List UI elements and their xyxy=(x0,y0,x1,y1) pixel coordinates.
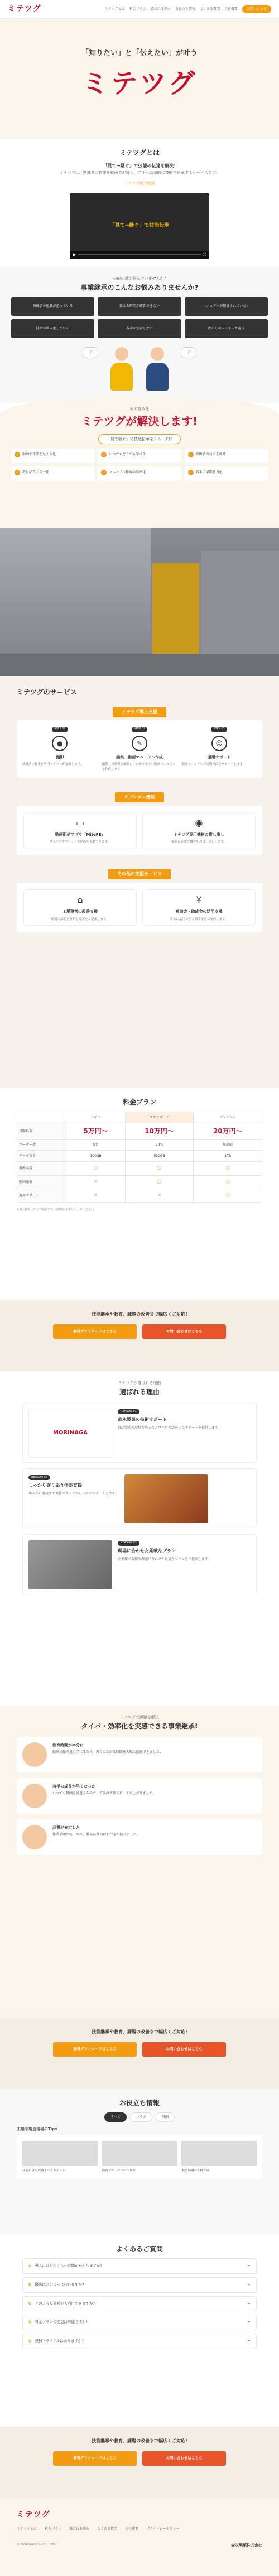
table-header-row xyxy=(17,1112,262,1123)
factory-photo xyxy=(0,528,279,676)
site-header xyxy=(0,0,279,19)
options-card xyxy=(17,806,262,855)
video-caption: 「見て→継ぐ」で技能伝承 xyxy=(109,222,170,228)
service-tag-support: ミテツグ導入支援 xyxy=(113,707,166,717)
worry-item: マニュアルが整備されていない xyxy=(185,297,268,316)
tab-column[interactable]: コラム xyxy=(130,2112,152,2122)
reason-card: MORINAGA REASON 01 森永製菓の技術サポート 食品製造の現場で培ったノウハウを活かしたサポートを提供します。 xyxy=(22,1403,257,1463)
nav-item-about[interactable]: ミテツグとは xyxy=(104,7,125,11)
shutter-door xyxy=(151,562,201,656)
video-controls xyxy=(70,251,209,259)
plus-icon: + xyxy=(247,2320,251,2325)
others-card xyxy=(17,883,262,932)
faq-item[interactable]: Q 無料トライアルはありますか? + xyxy=(22,2334,257,2349)
solve-item: ✓ 教育品質の均一化 xyxy=(11,466,94,481)
contact-button[interactable]: お問い合わせはこちら xyxy=(142,2451,226,2466)
solve-section xyxy=(0,397,279,528)
intro-video[interactable] xyxy=(70,193,209,259)
services-title: ミテツグのサービス xyxy=(17,688,77,696)
cases-kicker: ミテツグで課題を解決 xyxy=(120,1715,159,1720)
solve-grid xyxy=(11,449,268,481)
reason-card: REASON 02 しっかり寄り添う伴走支援 導入から運用まで専任スタッフがしっかりサポートします。 xyxy=(22,1468,257,1528)
service-tag-others: その他の支援サービス xyxy=(108,869,171,879)
info-card[interactable]: 技能伝承を成功させるポイント xyxy=(22,2141,98,2173)
about-lead: 「見て→継ぐ」で技能の伝達を解決! xyxy=(103,163,176,168)
footer-logo[interactable]: ミテツグ xyxy=(17,2510,50,2519)
solve-pill: 「見て継ぐ」で技能伝承をスムーズに xyxy=(98,434,181,445)
info-tabs xyxy=(17,2112,262,2122)
download-button[interactable]: 資料ダウンロードはこちら xyxy=(53,2451,137,2466)
avatar xyxy=(22,1742,47,1767)
cases-title: タイパ・効率化を実感できる事業継承! xyxy=(81,1722,198,1730)
nav-item-faq[interactable]: よくある質問 xyxy=(199,7,220,11)
plan-premium: プレミアム xyxy=(194,1112,262,1123)
faq-item[interactable]: Q 撮影はどのように行いますか? + xyxy=(22,2277,257,2293)
cta-band-3 xyxy=(0,2427,279,2498)
cta-title: 技能継承や教育、課題の改善まで幅広くご対応! xyxy=(92,1312,187,1317)
reasons-title: 選ばれる理由 xyxy=(119,1387,160,1396)
tablet-icon: ▭ xyxy=(75,817,85,828)
worry-item: 技術が属人化している xyxy=(11,319,94,338)
footer-link[interactable]: 会社概要 xyxy=(125,2527,139,2531)
cta-band-2 xyxy=(0,2018,279,2089)
about-title: ミテツグとは xyxy=(119,149,160,157)
site-logo[interactable]: ミテツグ xyxy=(8,4,41,13)
hero xyxy=(0,19,279,139)
avatar xyxy=(22,1825,47,1849)
faq-item[interactable]: Q 導入にはどのくらい時間がかかりますか? + xyxy=(22,2258,257,2274)
edit-icon: ✎ xyxy=(132,736,147,751)
reason-photo xyxy=(28,1540,112,1589)
main-nav xyxy=(105,5,271,13)
footer-link[interactable]: ミテツグとは xyxy=(17,2527,37,2531)
download-button[interactable]: 資料ダウンロードはこちら xyxy=(53,2042,137,2057)
contact-button[interactable]: お問い合わせはこちら xyxy=(142,2042,226,2057)
check-icon: ✓ xyxy=(15,470,20,475)
solve-item: ✓ マニュアル作成の効率化 xyxy=(98,466,181,481)
worry-item: 教え方が人によって違う xyxy=(185,319,268,338)
faq-section xyxy=(0,2235,279,2427)
faq-item[interactable]: Q 料金プランの変更は可能ですか? + xyxy=(22,2315,257,2330)
video-label: ミテツグ紹介動画 xyxy=(124,181,155,186)
table-row: データ容量 100GB 500GB 1TB xyxy=(17,1151,262,1162)
plan-notes: ※表示価格はすべて税抜です。※詳細はお問い合わせください。 xyxy=(17,1207,97,1211)
plan-title: 料金プラン xyxy=(122,1098,156,1106)
plan-table xyxy=(17,1112,262,1203)
solve-item: ✓ いつでもどこでも学べる xyxy=(98,449,181,463)
info-section-label: 工場や製造現場のTips xyxy=(17,2127,57,2131)
cta-title: 技能継承や教育、課題の改善まで幅広くご対応! xyxy=(92,2438,187,2443)
worry-item: 熟練者の退職が迫っている xyxy=(11,297,94,316)
cta-title: 技能継承や教育、課題の改善まで幅広くご対応! xyxy=(92,2029,187,2034)
services-section xyxy=(0,676,279,1088)
plan-section xyxy=(0,1088,279,1300)
avatar xyxy=(22,1784,47,1808)
nav-item-reasons[interactable]: 選ばれる理由 xyxy=(150,7,171,11)
site-footer xyxy=(0,2498,279,2576)
about-body: ミテツグは、熟練者の作業を動画で記録し、若手へ効率的に技能を伝承するサービスです。 xyxy=(59,170,220,175)
tab-case[interactable]: 事例 xyxy=(156,2112,175,2122)
other-item: ¥ 補助金・助成金の活用支援 導入に活用できる補助金をご案内します。 xyxy=(142,889,256,926)
option-item: ◉ ミテツグ専用機材の貸し出し 撮影に必要な機材をお貸し出しします。 xyxy=(142,812,256,849)
plus-icon: + xyxy=(247,2339,251,2343)
worries-kicker: 技能伝承で悩んでいませんか? xyxy=(113,276,166,281)
cases-section xyxy=(0,1706,279,2018)
footer-links xyxy=(17,2526,262,2531)
download-button[interactable]: 資料ダウンロードはこちら xyxy=(53,1324,137,1339)
hero-subtitle: 「知りたい」と「伝えたい」が叶う xyxy=(81,49,198,57)
footer-link[interactable]: 選ばれる理由 xyxy=(69,2527,90,2531)
footer-link[interactable]: プライバシーポリシー xyxy=(146,2527,180,2531)
nav-item-plan[interactable]: 料金プラン xyxy=(129,7,146,11)
table-row: 動画編集 × ○ ○ xyxy=(17,1175,262,1189)
table-row: 撮影支援 ○ ○ ○ xyxy=(17,1162,262,1176)
table-row: 運用サポート × × ○ xyxy=(17,1189,262,1203)
reason-card: REASON 03 現場に合わせた柔軟なプラン 企業様の規模や課題に合わせた最適なプランをご提案します。 xyxy=(22,1534,257,1594)
video-progress[interactable] xyxy=(78,254,201,255)
worries-grid xyxy=(11,297,268,338)
worries-section xyxy=(0,267,279,403)
check-icon: ✓ xyxy=(15,452,20,457)
case-item: 品質が安定した 作業手順が統一され、製品品質のばらつきが減りました。 xyxy=(17,1819,262,1855)
reason-photo xyxy=(124,1474,208,1523)
person-illustration xyxy=(109,347,134,397)
plus-icon: + xyxy=(247,2282,251,2287)
reasons-kicker: ミテツグが選ばれる理由 xyxy=(118,1381,161,1385)
option-item: ▭ 動画配信アプリ「MiteFE」 スマホやタブレットで動画を視聴できます。 xyxy=(23,812,137,849)
worry-item: 教える時間が確保できない xyxy=(98,297,181,316)
question-bubble-icon: ? xyxy=(181,347,196,358)
other-item: ⌂ 工場運営の改善支援 現場の課題を分析し改善をご提案します。 xyxy=(23,889,137,926)
support-icon: ☺ xyxy=(211,736,227,751)
check-icon: ✓ xyxy=(188,452,194,457)
factory-icon: ⌂ xyxy=(77,894,83,905)
faq-item[interactable]: Q どのような業種でも利用できますか? + xyxy=(22,2296,257,2312)
nav-item-info[interactable]: お役立ち情報 xyxy=(175,7,195,11)
table-row: ユーザー数 5名 20名 無制限 xyxy=(17,1140,262,1151)
play-icon[interactable]: ▶ xyxy=(73,252,76,257)
worry-item: 若手が定着しない xyxy=(98,319,181,338)
company-name: 森永製菓株式会社 xyxy=(231,2543,262,2548)
solve-kicker: その悩みを xyxy=(129,407,150,411)
step-item: STEP 01 ● 撮影 熟練者の作業を専門スタッフが撮影します。 xyxy=(22,727,84,766)
check-icon: ✓ xyxy=(101,452,107,457)
equipment-icon: ◉ xyxy=(195,817,203,828)
step-item: STEP 03 ☺ 運用サポート 動画マニュアルの活用方法をサポートします。 xyxy=(181,727,246,766)
solve-item: ✓ 若手の早期戦力化 xyxy=(185,466,268,481)
cta-band-1 xyxy=(0,1300,279,1371)
check-icon: ✓ xyxy=(101,470,107,475)
step-item: STEP 02 ✎ 編集・動画マニュアル作成 撮影した映像を編集し、わかりやすい動画マニュアルを作成します。 xyxy=(102,727,176,771)
worries-title: 事業継承のこんなお悩みありませんか? xyxy=(80,283,199,291)
about-section xyxy=(0,139,279,267)
contact-button[interactable]: お問い合わせはこちら xyxy=(142,1324,226,1339)
faq-title: よくあるご質問 xyxy=(116,2245,163,2253)
solve-item: ✓ 動画で作業を見える化 xyxy=(11,449,94,463)
footer-link[interactable]: 料金プラン xyxy=(45,2527,62,2531)
info-title: お役立ち情報 xyxy=(119,2099,160,2107)
service-tag-options: オプション機能 xyxy=(115,792,163,802)
person-illustration xyxy=(145,347,170,397)
question-bubble-icon: ? xyxy=(83,347,98,358)
check-icon: ✓ xyxy=(188,470,194,475)
worries-illustration xyxy=(11,347,268,397)
case-item: 若手の成長が早くなった いつでも動画を見返せるので、若手の習熟スピードが上がりました。 xyxy=(17,1778,262,1814)
reasons-section xyxy=(0,1371,279,1706)
camera-icon: ● xyxy=(52,736,68,751)
money-icon: ¥ xyxy=(196,894,202,905)
morinaga-logo: MORINAGA xyxy=(28,1409,112,1458)
fullscreen-icon[interactable]: ⛶ xyxy=(203,252,206,257)
plus-icon: + xyxy=(247,2301,251,2306)
plan-light: ライト xyxy=(66,1112,125,1123)
tab-all[interactable]: すべて xyxy=(104,2112,127,2122)
plus-icon: + xyxy=(247,2263,251,2268)
steps-card xyxy=(17,720,262,778)
case-item: 教育時間が半分に 動画で繰り返し学べるため、教育にかかる時間を大幅に削減できました。 xyxy=(17,1737,262,1772)
info-grid xyxy=(17,2135,262,2179)
info-card[interactable]: 動画マニュアルの作り方 xyxy=(102,2141,177,2173)
info-section xyxy=(0,2089,279,2235)
plan-standard: スタンダード xyxy=(125,1112,194,1123)
nav-item-company[interactable]: 会社概要 xyxy=(224,7,238,11)
solve-item: ✓ 熟練者の負担を軽減 xyxy=(185,449,268,463)
contact-button[interactable]: お問い合わせ xyxy=(242,5,271,13)
footer-link[interactable]: よくある質問 xyxy=(97,2527,118,2531)
info-card[interactable]: 製造現場の人材育成 xyxy=(181,2141,257,2173)
hero-title: ミテツグ xyxy=(81,67,198,99)
copyright: © MORINAGA & CO., LTD. xyxy=(17,2543,56,2546)
solve-title: ミテツグが解決します! xyxy=(81,414,198,428)
table-row: 月額料金 5万円〜 10万円〜 20万円〜 xyxy=(17,1123,262,1140)
